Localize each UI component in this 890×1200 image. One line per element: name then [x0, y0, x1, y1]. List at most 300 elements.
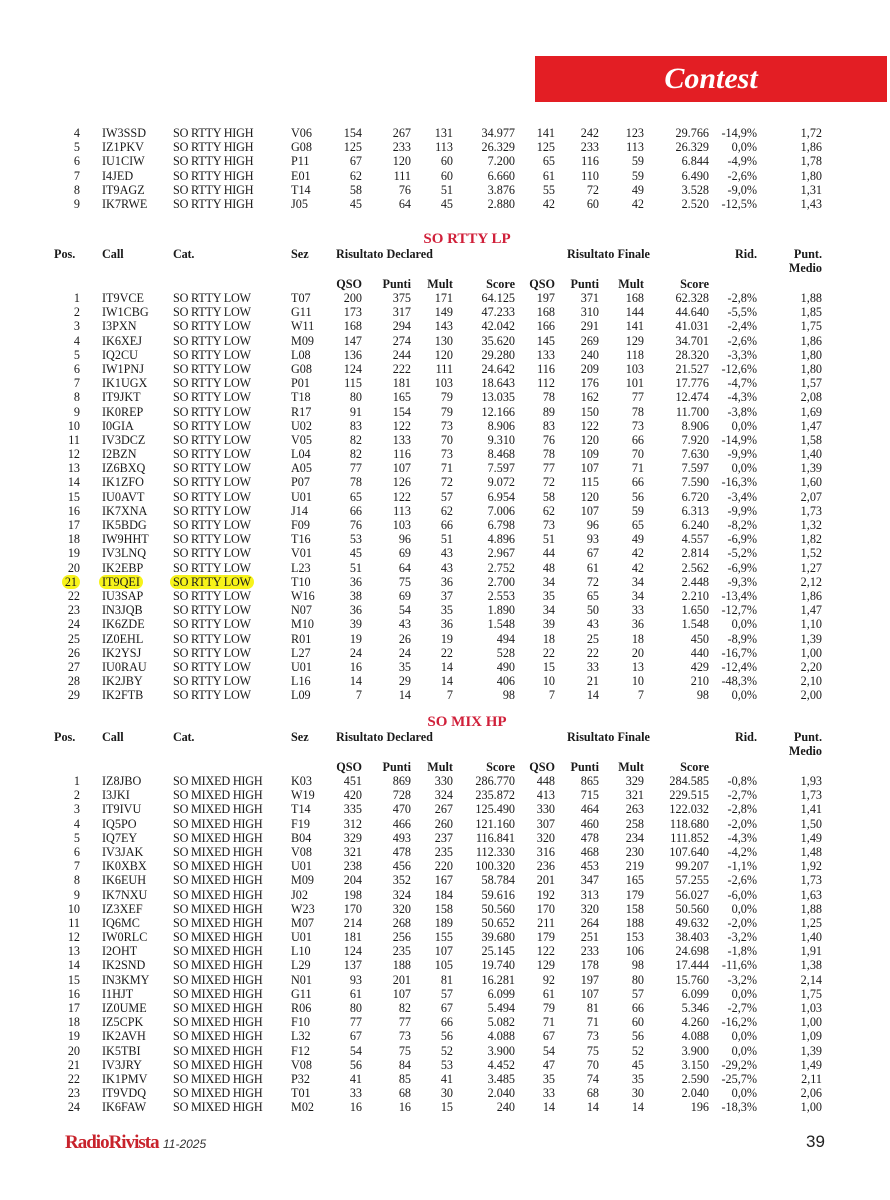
position-cell	[62, 140, 80, 154]
position-cell	[62, 831, 80, 845]
table-row	[62, 1072, 832, 1086]
declared-mult-cell	[411, 1058, 453, 1072]
position-value: 22	[67, 588, 80, 603]
final-punti-cell	[555, 888, 599, 902]
declared-punti-value: 75	[398, 1043, 411, 1058]
avg-points-value: 1,86	[800, 333, 822, 348]
position-value: 6	[73, 844, 80, 859]
category-cell	[173, 774, 262, 788]
final-qso-value: 65	[542, 154, 555, 169]
declared-punti-value: 317	[392, 305, 411, 320]
header-pos: Pos.	[54, 730, 76, 744]
declared-qso-value: 173	[343, 305, 362, 320]
reduction-value: 0,0%	[731, 418, 757, 433]
table-row	[62, 1086, 832, 1100]
section-cell	[291, 916, 314, 930]
position-cell	[62, 319, 80, 333]
declared-qso-cell	[317, 973, 362, 987]
declared-mult-value: 79	[440, 390, 453, 405]
header-cat: Cat.	[173, 247, 195, 261]
avg-points-cell	[757, 1058, 822, 1072]
declared-score-cell	[453, 1100, 515, 1114]
section-value: T18	[291, 390, 311, 405]
final-qso-value: 83	[542, 418, 555, 433]
avg-points-value: 1,57	[800, 376, 822, 391]
avg-points-value: 2,11	[801, 1071, 822, 1086]
table-subheader	[62, 760, 832, 774]
section-cell	[291, 518, 310, 532]
final-score-cell	[644, 817, 709, 831]
declared-mult-value: 167	[434, 873, 453, 888]
avg-points-value: 2,06	[800, 1086, 822, 1101]
position-cell	[62, 405, 80, 419]
category-cell	[173, 859, 262, 873]
final-score-cell	[644, 873, 709, 887]
avg-points-cell	[757, 561, 822, 575]
declared-score-value: 2.040	[487, 1086, 515, 1101]
table-row	[62, 987, 832, 1001]
final-score-value: 5.346	[681, 1001, 709, 1015]
declared-punti-value: 268	[392, 915, 411, 930]
category-value: SO RTTY LOW	[173, 319, 251, 334]
declared-punti-cell	[362, 888, 411, 902]
header-declared: Risultato Declared	[336, 247, 433, 261]
section-cell	[291, 802, 311, 816]
declared-score-value: 116.841	[475, 830, 515, 845]
declared-score-cell	[453, 362, 515, 376]
declared-mult-value: 36	[440, 617, 453, 632]
subheader-qso: QSO	[336, 277, 362, 291]
reduction-value: -12,6%	[721, 361, 757, 376]
final-mult-cell	[599, 674, 644, 688]
final-punti-value: 264	[580, 915, 599, 930]
declared-punti-value: 324	[392, 887, 411, 902]
category-cell	[173, 334, 251, 348]
position-cell	[62, 1015, 80, 1029]
reduction-cell	[709, 930, 757, 944]
final-qso-cell	[515, 1058, 555, 1072]
reduction-value: -0,8%	[727, 774, 757, 788]
reduction-cell	[709, 376, 757, 390]
section-value: R01	[291, 631, 312, 646]
final-punti-value: 464	[580, 802, 599, 817]
final-mult-value: 59	[631, 503, 644, 518]
final-qso-value: 133	[536, 347, 555, 362]
category-value: SO MIXED HIGH	[173, 1086, 263, 1101]
callsign-cell	[102, 944, 137, 958]
declared-qso-cell	[317, 1015, 362, 1029]
final-score-value: 17.444	[675, 958, 709, 973]
final-score-value: 4.088	[681, 1029, 709, 1044]
subheader-score: Score	[486, 277, 515, 291]
final-score-value: 17.776	[675, 376, 709, 391]
declared-mult-cell	[411, 817, 453, 831]
declared-qso-cell	[317, 802, 362, 816]
final-punti-value: 313	[580, 887, 599, 902]
declared-qso-value: 66	[349, 503, 362, 518]
final-qso-cell	[515, 433, 555, 447]
reduction-cell	[709, 660, 757, 674]
declared-punti-cell	[362, 291, 411, 305]
declared-score-cell	[453, 873, 515, 887]
category-value: SO RTTY LOW	[173, 617, 251, 632]
final-mult-cell	[599, 944, 644, 958]
avg-points-cell	[757, 390, 822, 404]
category-value: SO MIXED HIGH	[173, 1029, 263, 1044]
declared-punti-value: 54	[398, 603, 411, 618]
declared-punti-value: 478	[392, 844, 411, 859]
final-score-value: 6.099	[681, 986, 709, 1001]
callsign-value: IT9QEI	[99, 575, 143, 589]
declared-punti-value: 201	[392, 972, 411, 987]
final-punti-cell	[555, 447, 599, 461]
declared-mult-value: 14	[440, 674, 453, 689]
declared-score-value: 13.035	[481, 390, 515, 405]
final-score-cell	[644, 930, 709, 944]
final-score-value: 196	[690, 1100, 709, 1115]
reduction-value: -16,7%	[721, 645, 757, 660]
final-punti-value: 269	[580, 333, 599, 348]
category-value: SO RTTY LOW	[173, 588, 251, 603]
header-rid: Rid.	[734, 730, 757, 744]
section-banner	[535, 56, 887, 102]
position-value: 18	[67, 1015, 80, 1030]
reduction-cell	[709, 1029, 757, 1043]
final-score-cell	[644, 319, 709, 333]
table-row	[62, 390, 832, 404]
final-qso-cell	[515, 348, 555, 362]
category-value: SO RTTY LOW	[173, 645, 251, 660]
section-cell	[291, 140, 312, 154]
position-value: 10	[67, 901, 80, 916]
reduction-value: -8,2%	[727, 518, 757, 532]
avg-points-value: 1,40	[800, 447, 822, 462]
final-mult-cell	[599, 140, 644, 154]
declared-mult-value: 66	[440, 1015, 453, 1030]
section-value: F19	[291, 816, 310, 831]
final-score-value: 26.329	[675, 140, 709, 155]
category-value: SO RTTY LOW	[173, 376, 251, 391]
section-value: B04	[291, 830, 312, 845]
declared-score-cell	[453, 518, 515, 532]
declared-score-value: 5.494	[487, 1001, 515, 1015]
declared-score-cell	[453, 376, 515, 390]
final-mult-value: 34	[631, 588, 644, 603]
declared-punti-value: 64	[398, 560, 411, 575]
avg-points-cell	[757, 802, 822, 816]
declared-punti-value: 165	[392, 390, 411, 405]
position-cell	[62, 504, 80, 518]
avg-points-cell	[757, 1015, 822, 1029]
position-value: 25	[67, 631, 80, 646]
declared-mult-cell	[411, 461, 453, 475]
declared-qso-cell	[317, 958, 362, 972]
reduction-cell	[709, 475, 757, 489]
category-value: SO RTTY LOW	[173, 503, 251, 518]
declared-score-value: 29.280	[481, 347, 515, 362]
position-cell	[62, 973, 80, 987]
category-value: SO RTTY LOW	[173, 333, 251, 348]
declared-qso-value: 80	[349, 1001, 362, 1015]
final-mult-cell	[599, 973, 644, 987]
declared-qso-cell	[317, 475, 362, 489]
section-value: P32	[291, 1071, 310, 1086]
final-qso-cell	[515, 632, 555, 646]
final-qso-value: 330	[536, 802, 555, 817]
reduction-cell	[709, 845, 757, 859]
declared-punti-value: 126	[392, 475, 411, 490]
reduction-value: -14,9%	[721, 432, 757, 447]
reduction-value: -4,2%	[727, 844, 757, 859]
final-mult-value: 52	[631, 1043, 644, 1058]
section-value: A05	[291, 461, 312, 476]
final-qso-value: 170	[536, 901, 555, 916]
table-row	[62, 376, 832, 390]
callsign-value: IT9VDQ	[102, 1086, 147, 1101]
reduction-value: -2,7%	[727, 788, 757, 803]
declared-qso-value: 181	[343, 930, 362, 945]
callsign-value: I2OHT	[102, 944, 138, 959]
final-qso-value: 307	[536, 816, 555, 831]
callsign-cell	[102, 362, 144, 376]
final-qso-cell	[515, 589, 555, 603]
final-punti-cell	[555, 646, 599, 660]
avg-points-cell	[757, 305, 822, 319]
final-punti-cell	[555, 1029, 599, 1043]
final-score-value: 44.640	[675, 305, 709, 320]
callsign-value: IK2FTB	[102, 688, 144, 703]
position-value: 15	[67, 489, 80, 504]
section-value: U01	[291, 659, 312, 674]
final-mult-value: 66	[631, 475, 644, 490]
final-mult-value: 113	[626, 140, 644, 155]
declared-punti-cell	[362, 197, 411, 211]
final-qso-cell	[515, 958, 555, 972]
avg-points-value: 1,43	[800, 196, 822, 211]
declared-punti-value: 122	[392, 418, 411, 433]
declared-score-value: 6.798	[487, 518, 515, 532]
final-mult-value: 13	[631, 659, 644, 674]
avg-points-cell	[757, 788, 822, 802]
declared-qso-value: 39	[349, 617, 362, 632]
category-cell	[173, 1029, 262, 1043]
callsign-cell	[102, 419, 134, 433]
avg-points-value: 2,12	[800, 574, 822, 589]
final-punti-value: 107	[580, 503, 599, 518]
final-score-cell	[644, 646, 709, 660]
final-mult-value: 66	[631, 432, 644, 447]
avg-points-cell	[757, 944, 822, 958]
category-value: SO RTTY LOW	[173, 404, 251, 419]
category-cell	[173, 532, 251, 546]
final-score-value: 6.490	[681, 168, 709, 183]
reduction-cell	[709, 603, 757, 617]
callsign-value: IW9HHT	[102, 532, 149, 547]
section-value: T07	[291, 291, 311, 305]
table-row	[62, 546, 832, 560]
final-punti-cell	[555, 390, 599, 404]
declared-mult-cell	[411, 518, 453, 532]
avg-points-cell	[757, 873, 822, 887]
reduction-cell	[709, 617, 757, 631]
avg-points-value: 1,00	[800, 645, 822, 660]
final-mult-value: 56	[631, 489, 644, 504]
section-cell	[291, 475, 310, 489]
reduction-cell	[709, 774, 757, 788]
final-score-cell	[644, 958, 709, 972]
declared-mult-cell	[411, 475, 453, 489]
final-score-value: 3.150	[681, 1057, 709, 1072]
declared-punti-cell	[362, 376, 411, 390]
callsign-cell	[102, 1086, 146, 1100]
category-value: SO MIXED HIGH	[173, 788, 263, 803]
callsign-value: IK2JBY	[102, 674, 143, 689]
final-punti-cell	[555, 930, 599, 944]
declared-score-cell	[453, 575, 515, 589]
avg-points-value: 1,75	[800, 986, 822, 1001]
declared-punti-cell	[362, 305, 411, 319]
avg-points-cell	[757, 575, 822, 589]
final-mult-cell	[599, 183, 644, 197]
final-punti-value: 468	[580, 844, 599, 859]
final-qso-cell	[515, 305, 555, 319]
final-score-cell	[644, 774, 709, 788]
declared-score-value: 25.145	[481, 944, 515, 959]
final-mult-cell	[599, 831, 644, 845]
category-cell	[173, 575, 254, 589]
callsign-cell	[102, 1058, 142, 1072]
callsign-cell	[102, 973, 149, 987]
reduction-value: -11,6%	[721, 958, 757, 973]
callsign-value: I4JED	[102, 168, 134, 183]
final-score-cell	[644, 603, 709, 617]
declared-score-cell	[453, 532, 515, 546]
declared-score-value: 6.660	[487, 168, 515, 183]
declared-qso-cell	[317, 546, 362, 560]
position-cell	[62, 802, 80, 816]
avg-points-cell	[757, 774, 822, 788]
subheader-mult: Mult	[427, 277, 453, 291]
section-cell	[291, 674, 311, 688]
declared-score-cell	[453, 916, 515, 930]
declared-mult-value: 60	[440, 168, 453, 183]
final-score-value: 21.527	[675, 361, 709, 376]
avg-points-value: 1,50	[800, 816, 822, 831]
section-cell	[291, 930, 312, 944]
callsign-value: IQ5PO	[102, 816, 137, 831]
avg-points-value: 1,47	[800, 603, 822, 618]
declared-mult-value: 22	[440, 645, 453, 660]
category-cell	[173, 518, 251, 532]
category-value: SO RTTY LOW	[173, 305, 251, 320]
table-row	[62, 589, 832, 603]
category-cell	[173, 433, 251, 447]
final-qso-value: 211	[537, 915, 555, 930]
table-row	[62, 660, 832, 674]
declared-mult-value: 15	[440, 1100, 453, 1115]
final-punti-value: 233	[580, 944, 599, 959]
category-value: SO RTTY LOW	[173, 418, 251, 433]
final-punti-cell	[555, 788, 599, 802]
declared-punti-cell	[362, 688, 411, 702]
section-title: SO RTTY LP	[423, 231, 511, 247]
callsign-value: I3JKI	[102, 788, 130, 803]
position-cell	[62, 930, 80, 944]
declared-punti-cell	[362, 1072, 411, 1086]
final-mult-cell	[599, 1015, 644, 1029]
declared-qso-value: 14	[349, 674, 362, 689]
final-score-value: 38.403	[675, 930, 709, 945]
declared-punti-value: 456	[392, 859, 411, 874]
category-cell	[173, 688, 251, 702]
category-cell	[173, 475, 251, 489]
position-cell	[62, 419, 80, 433]
final-mult-value: 42	[631, 560, 644, 575]
declared-punti-value: 188	[392, 958, 411, 973]
final-qso-value: 51	[542, 532, 555, 547]
table-row	[62, 958, 832, 972]
callsign-cell	[102, 154, 145, 168]
final-punti-cell	[555, 362, 599, 376]
final-mult-value: 42	[631, 546, 644, 561]
declared-qso-cell	[317, 987, 362, 1001]
reduction-cell	[709, 490, 757, 504]
table-row	[62, 646, 832, 660]
declared-qso-cell	[317, 888, 362, 902]
category-cell	[173, 674, 251, 688]
table-row	[62, 154, 832, 168]
callsign-value: IW0RLC	[102, 930, 148, 945]
callsign-value: IZ5CPK	[102, 1015, 144, 1030]
declared-qso-cell	[317, 1001, 362, 1015]
declared-mult-cell	[411, 859, 453, 873]
final-mult-cell	[599, 802, 644, 816]
subheader-score: Score	[486, 760, 515, 774]
declared-score-value: 235.872	[475, 788, 515, 803]
final-punti-cell	[555, 504, 599, 518]
final-punti-value: 22	[586, 645, 599, 660]
declared-qso-cell	[317, 447, 362, 461]
final-qso-value: 192	[536, 887, 555, 902]
final-qso-value: 79	[542, 1001, 555, 1015]
section-value: L27	[291, 645, 311, 660]
position-cell	[62, 291, 80, 305]
declared-punti-cell	[362, 646, 411, 660]
position-value: 6	[73, 154, 80, 169]
reduction-cell	[709, 546, 757, 560]
table-header	[54, 247, 832, 277]
callsign-value: IV3JRY	[102, 1057, 142, 1072]
final-score-value: 284.585	[669, 774, 709, 788]
final-score-value: 98	[696, 688, 709, 703]
table-row	[62, 169, 832, 183]
declared-mult-cell	[411, 433, 453, 447]
final-mult-value: 73	[631, 418, 644, 433]
position-value: 21	[67, 1057, 80, 1072]
category-cell	[173, 305, 251, 319]
category-cell	[173, 930, 262, 944]
final-punti-cell	[555, 183, 599, 197]
avg-points-value: 1,88	[800, 291, 822, 305]
declared-qso-value: 168	[343, 319, 362, 334]
category-value: SO RTTY LOW	[173, 603, 251, 618]
reduction-value: 0,0%	[731, 617, 757, 632]
declared-score-cell	[453, 845, 515, 859]
final-score-value: 1.548	[681, 617, 709, 632]
final-qso-cell	[515, 461, 555, 475]
final-mult-value: 230	[625, 844, 644, 859]
avg-points-value: 1,00	[800, 1100, 822, 1115]
